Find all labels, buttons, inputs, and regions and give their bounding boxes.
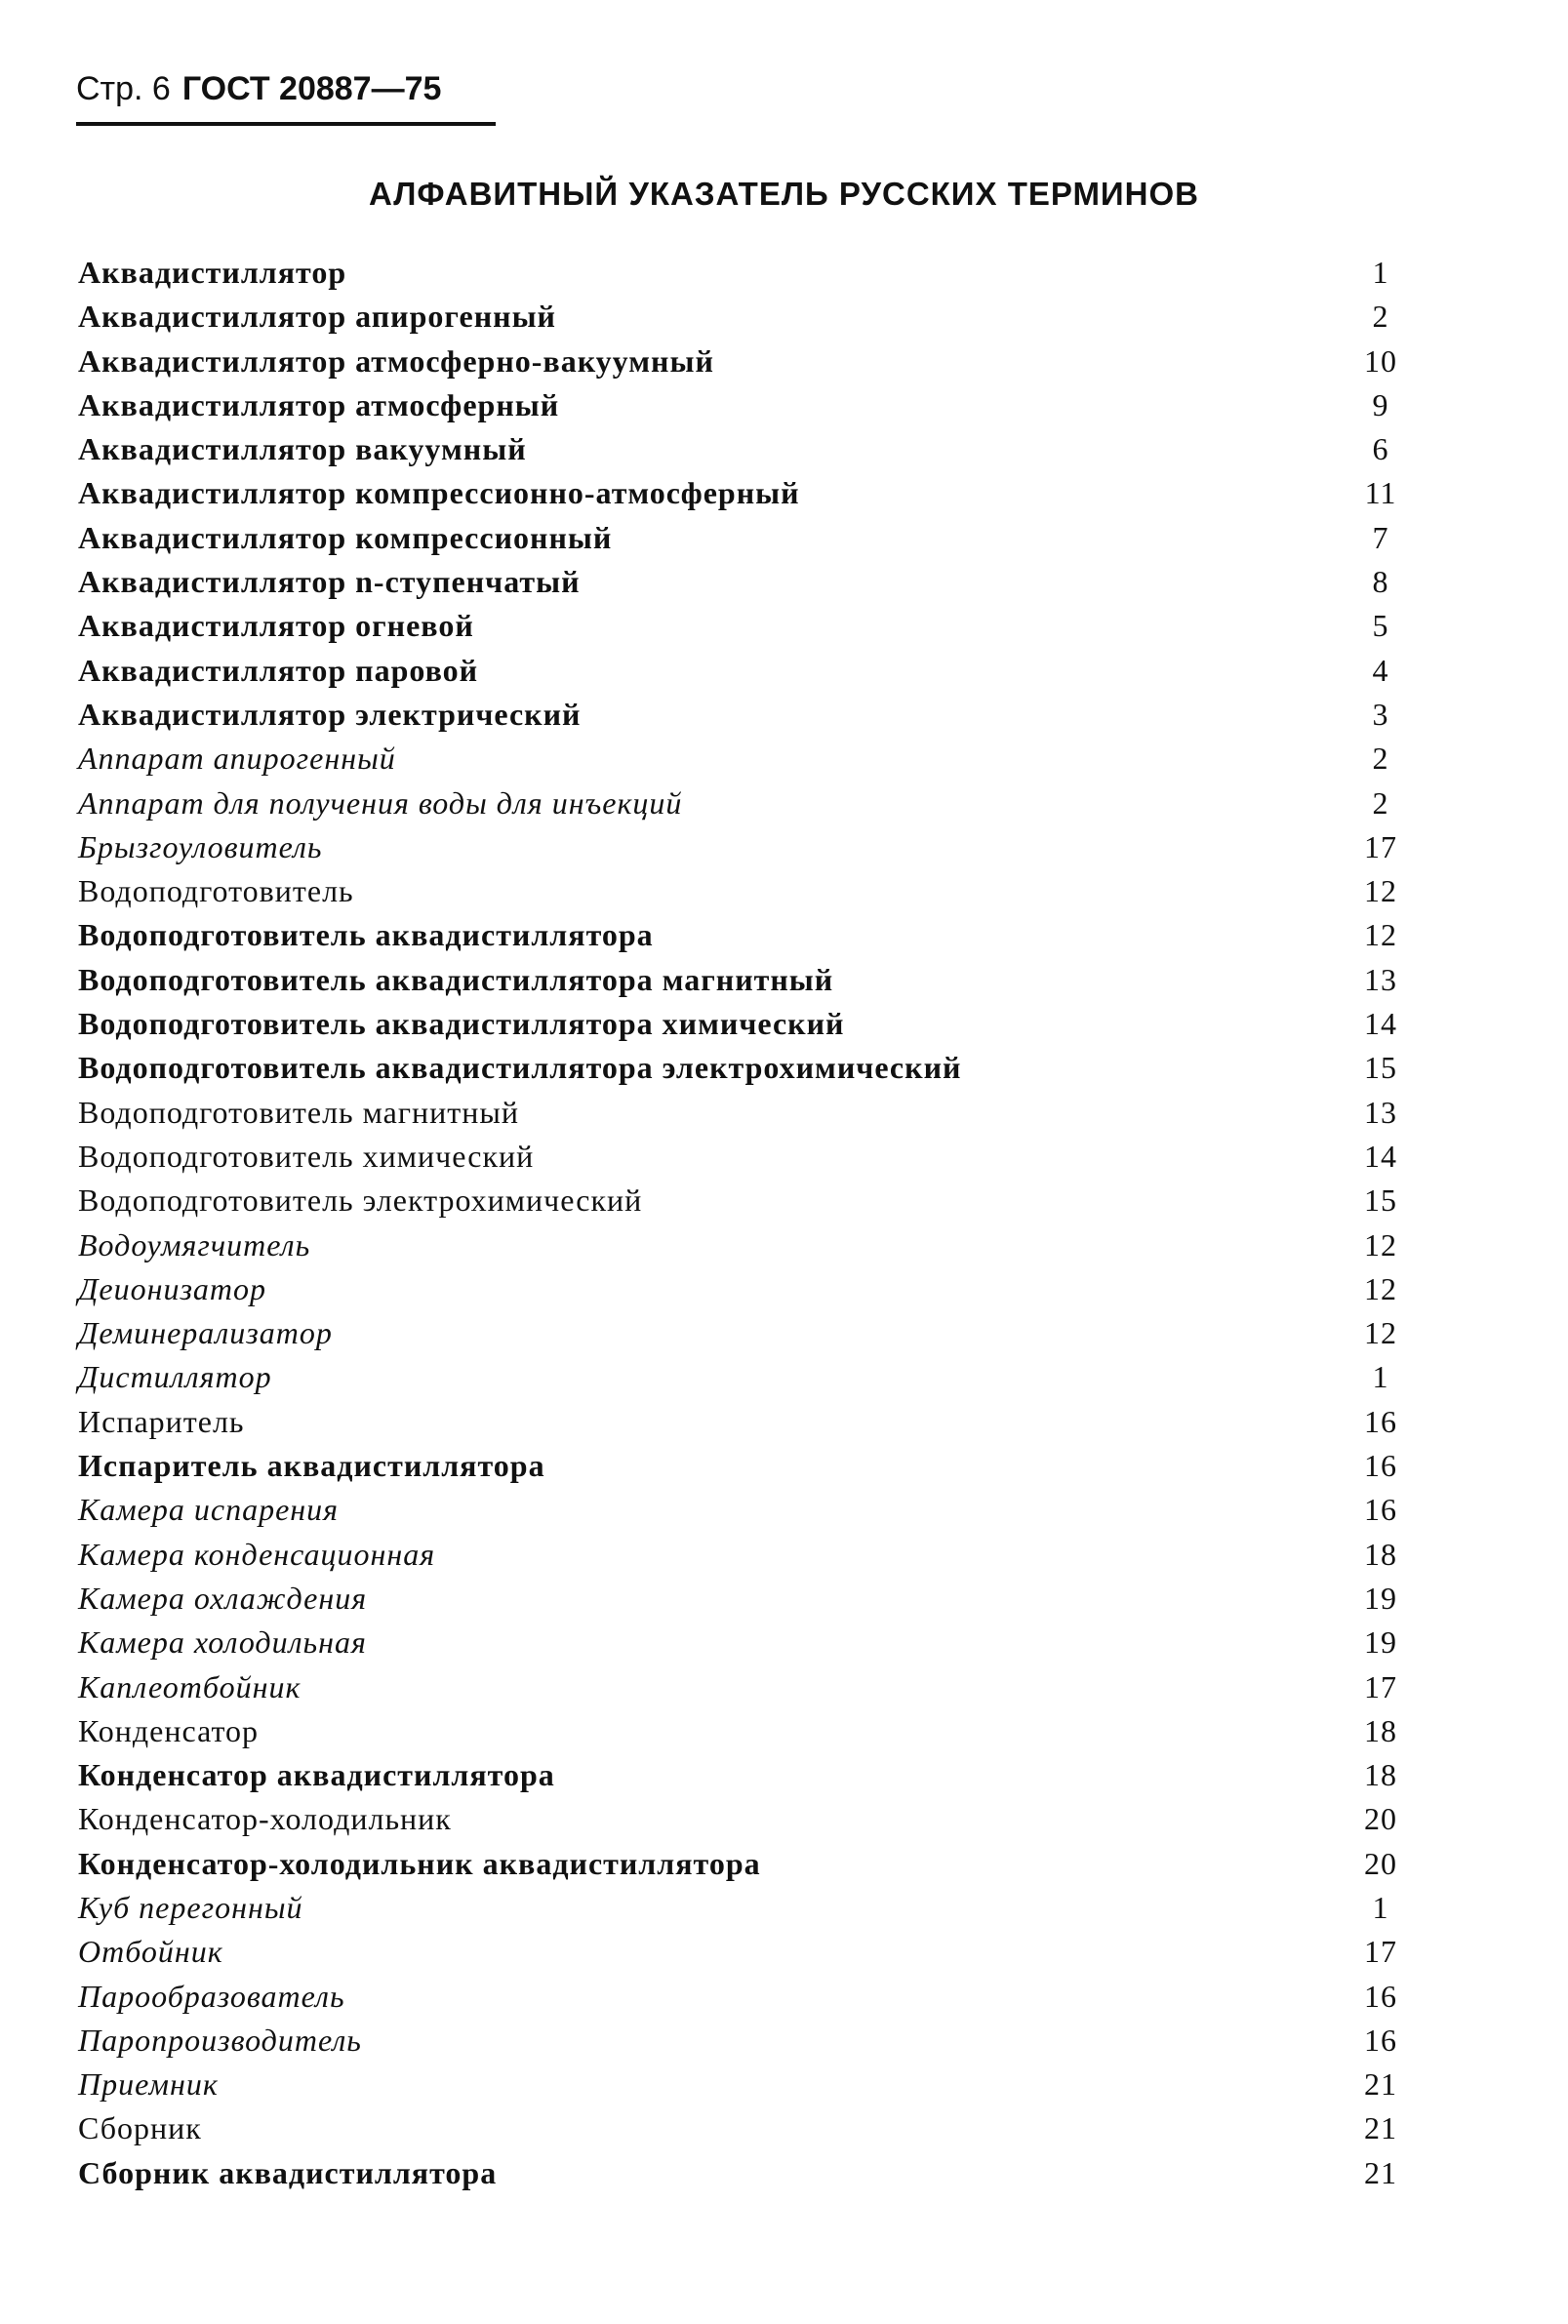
- entry-term: Водоумягчитель: [78, 1226, 311, 1262]
- entry-reference-number: 12: [1364, 1226, 1397, 1262]
- entry-term: Камера охлаждения: [78, 1580, 368, 1616]
- entry-reference-number: 3: [1372, 696, 1389, 732]
- entry-term: Аквадистиллятор n-ступенчатый: [78, 564, 581, 600]
- entry-term: Испаритель: [78, 1403, 245, 1439]
- index-entry: [78, 825, 1425, 869]
- entry-term: Сборник: [78, 2110, 202, 2146]
- entry-reference-number: 1: [1372, 1359, 1389, 1395]
- entry-reference-number: 11: [1364, 475, 1397, 511]
- index-entry: [78, 1975, 1425, 2019]
- index-entry: [78, 1842, 1425, 1886]
- entry-term: Аквадистиллятор паровой: [78, 652, 479, 688]
- entry-term: Водоподготовитель химический: [78, 1138, 535, 1174]
- entry-term: Аквадистиллятор атмосферный: [78, 386, 560, 422]
- index-entry: [78, 1311, 1425, 1355]
- index-entry: [78, 1488, 1425, 1532]
- entry-reference-number: 12: [1364, 873, 1397, 909]
- entry-reference-number: 15: [1364, 1182, 1397, 1219]
- index-entry: [78, 1179, 1425, 1222]
- entry-reference-number: 19: [1364, 1580, 1397, 1616]
- entry-term: Брызгоуловитель: [78, 828, 323, 864]
- index-entry: [78, 2019, 1425, 2063]
- entry-reference-number: 15: [1364, 1050, 1397, 1086]
- entry-reference-number: 17: [1364, 1934, 1397, 1970]
- entry-term: Сборник аквадистиллятора: [78, 2154, 498, 2190]
- index-entry: [78, 781, 1425, 825]
- index-entry: [78, 1002, 1425, 1046]
- entry-reference-number: 12: [1364, 1315, 1397, 1351]
- index-entry: [78, 383, 1425, 427]
- entry-reference-number: 1: [1372, 1889, 1389, 1925]
- entry-term: Приемник: [78, 2066, 219, 2103]
- entry-term: Парообразователь: [78, 1978, 345, 2014]
- entry-reference-number: 9: [1372, 386, 1389, 422]
- index-entry: [78, 1621, 1425, 1664]
- entry-term: Аквадистиллятор вакуумный: [78, 431, 527, 467]
- entry-reference-number: 2: [1372, 741, 1389, 777]
- entry-reference-number: 1: [1372, 255, 1389, 290]
- entry-term: Аквадистиллятор компрессионный: [78, 519, 613, 555]
- index-entry: [78, 427, 1425, 471]
- index-entry: [78, 958, 1425, 1002]
- entry-term: Водоподготовитель аквадистиллятора магнитный: [78, 961, 834, 997]
- index-entry: [78, 1665, 1425, 1709]
- entry-reference-number: 10: [1364, 342, 1397, 379]
- entry-term: Водоподготовитель электрохимический: [78, 1182, 643, 1219]
- page-header: [76, 70, 496, 108]
- entry-term: Конденсатор-холодильник аквадистиллятора: [78, 1845, 761, 1881]
- entry-reference-number: 18: [1364, 1757, 1397, 1793]
- entry-term: Аппарат апирогенный: [78, 741, 396, 777]
- entry-reference-number: 21: [1364, 2110, 1397, 2146]
- index-entry: [78, 1267, 1425, 1311]
- entry-term: Камера испарения: [78, 1492, 340, 1528]
- entry-term: Конденсатор аквадистиллятора: [78, 1757, 555, 1793]
- entry-term: Водоподготовитель аквадистиллятора электрохимический: [78, 1050, 962, 1086]
- entry-term: Аквадистиллятор атмосферно-вакуумный: [78, 342, 714, 379]
- index-entry: [78, 340, 1425, 383]
- entry-term: Аквадистиллятор: [78, 255, 347, 290]
- entry-term: Аквадистиллятор огневой: [78, 608, 474, 644]
- entry-term: Паропроизводитель: [78, 2022, 362, 2058]
- index-entry: [78, 516, 1425, 560]
- index-entry: [78, 2063, 1425, 2106]
- index-entry: [78, 251, 1425, 295]
- entry-reference-number: 16: [1364, 1492, 1397, 1528]
- entry-term: Аквадистиллятор электрический: [78, 696, 582, 732]
- index-entry: [78, 913, 1425, 957]
- entry-term: Испаритель аквадистиллятора: [78, 1448, 545, 1484]
- header-rule: [76, 122, 496, 126]
- page-number: Стр. 6: [76, 70, 171, 107]
- entry-reference-number: 16: [1364, 1978, 1397, 2014]
- term-index-list: [78, 251, 1425, 2195]
- entry-reference-number: 16: [1364, 1403, 1397, 1439]
- entry-reference-number: 16: [1364, 2022, 1397, 2058]
- index-entry: [78, 1709, 1425, 1753]
- entry-reference-number: 14: [1364, 1138, 1397, 1174]
- index-entry: [78, 649, 1425, 693]
- entry-reference-number: 20: [1364, 1845, 1397, 1881]
- entry-term: Каплеотбойник: [78, 1668, 302, 1704]
- entry-term: Водоподготовитель аквадистиллятора: [78, 917, 654, 953]
- standard-designation: ГОСТ 20887—75: [181, 70, 442, 107]
- index-entry: [78, 1533, 1425, 1577]
- entry-term: Камера холодильная: [78, 1624, 367, 1661]
- entry-reference-number: 2: [1372, 784, 1389, 821]
- index-entry: [78, 560, 1425, 604]
- index-entry: [78, 737, 1425, 781]
- entry-term: Конденсатор: [78, 1712, 260, 1748]
- entry-term: Конденсатор-холодильник: [78, 1801, 452, 1837]
- index-entry: [78, 1400, 1425, 1444]
- index-entry: [78, 2106, 1425, 2150]
- index-entry: [78, 1444, 1425, 1488]
- index-entry: [78, 1091, 1425, 1135]
- entry-term: Водоподготовитель магнитный: [78, 1094, 519, 1130]
- index-entry: [78, 2151, 1425, 2195]
- index-entry: [78, 1886, 1425, 1930]
- index-entry: [78, 1797, 1425, 1841]
- entry-term: Водоподготовитель: [78, 873, 354, 909]
- entry-reference-number: 20: [1364, 1801, 1397, 1837]
- entry-reference-number: 17: [1364, 828, 1397, 864]
- entry-term: Водоподготовитель аквадистиллятора химический: [78, 1006, 845, 1042]
- index-entry: [78, 471, 1425, 515]
- entry-reference-number: 4: [1372, 652, 1389, 688]
- index-entry: [78, 1930, 1425, 1974]
- entry-reference-number: 14: [1364, 1006, 1397, 1042]
- index-entry: [78, 1753, 1425, 1797]
- entry-reference-number: 5: [1372, 608, 1389, 644]
- index-entry: [78, 693, 1425, 737]
- entry-reference-number: 12: [1364, 917, 1397, 953]
- index-title: АЛФАВИТНЫЙ УКАЗАТЕЛЬ РУССКИХ ТЕРМИНОВ: [369, 176, 1199, 212]
- index-entry: [78, 1355, 1425, 1399]
- entry-term: Аквадистиллятор апирогенный: [78, 299, 556, 335]
- index-entry: [78, 1223, 1425, 1267]
- index-entry: [78, 1046, 1425, 1090]
- entry-reference-number: 17: [1364, 1668, 1397, 1704]
- index-entry: [78, 1577, 1425, 1621]
- entry-reference-number: 13: [1364, 961, 1397, 997]
- entry-reference-number: 12: [1364, 1270, 1397, 1306]
- entry-reference-number: 21: [1364, 2154, 1397, 2190]
- entry-reference-number: 19: [1364, 1624, 1397, 1661]
- entry-term: Дистиллятор: [78, 1359, 272, 1395]
- entry-term: Куб перегонный: [78, 1889, 303, 1925]
- entry-reference-number: 18: [1364, 1712, 1397, 1748]
- entry-reference-number: 7: [1372, 519, 1389, 555]
- entry-term: Камера конденсационная: [78, 1536, 436, 1572]
- entry-reference-number: 16: [1364, 1448, 1397, 1484]
- entry-reference-number: 13: [1364, 1094, 1397, 1130]
- entry-reference-number: 2: [1372, 299, 1389, 335]
- entry-reference-number: 6: [1372, 431, 1389, 467]
- entry-reference-number: 21: [1364, 2066, 1397, 2103]
- entry-term: Аппарат для получения воды для инъекций: [78, 784, 683, 821]
- entry-term: Аквадистиллятор компрессионно-атмосферный: [78, 475, 800, 511]
- entry-term: Деминерализатор: [78, 1315, 333, 1351]
- entry-term: Отбойник: [78, 1934, 223, 1970]
- entry-reference-number: 8: [1372, 564, 1389, 600]
- index-entry: [78, 869, 1425, 913]
- entry-term: Деионизатор: [78, 1270, 267, 1306]
- index-entry: [78, 604, 1425, 648]
- index-entry: [78, 1135, 1425, 1179]
- index-entry: [78, 295, 1425, 339]
- entry-reference-number: 18: [1364, 1536, 1397, 1572]
